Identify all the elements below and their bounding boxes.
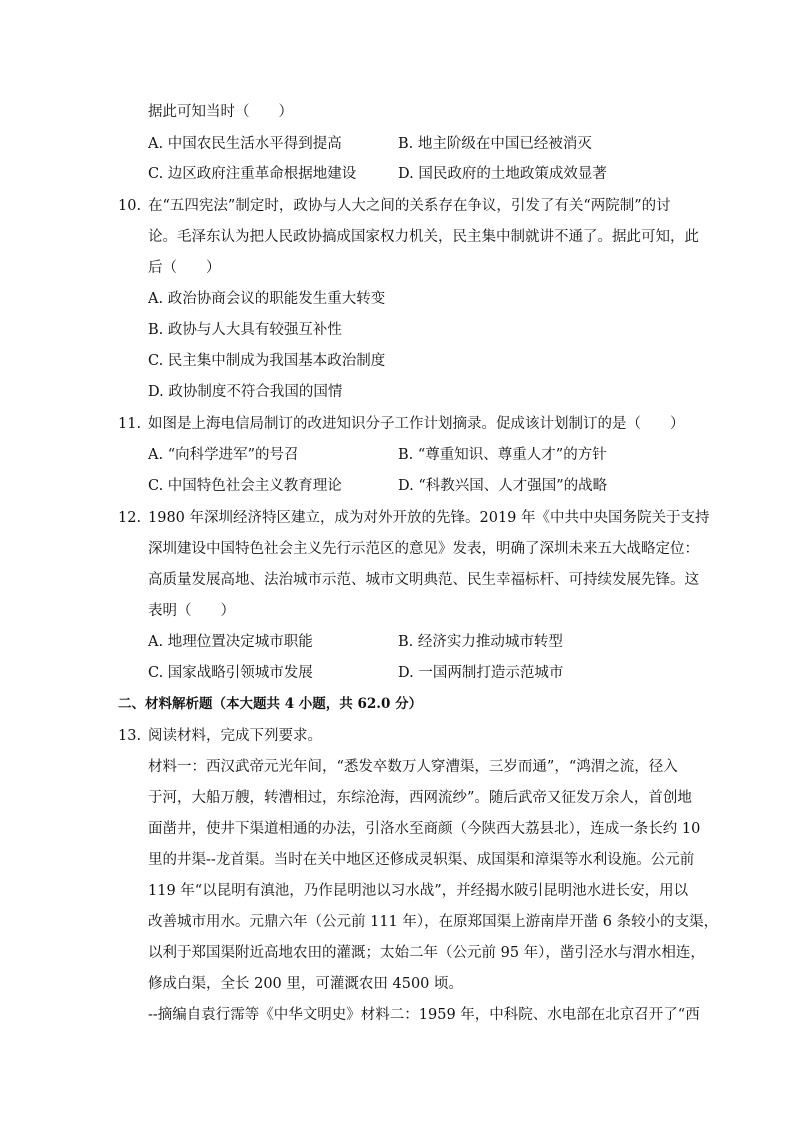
- section-2-heading: 二、材料解析题（本大题共 4 小题，共 62.0 分）: [118, 696, 423, 712]
- q10-number: 10.: [118, 198, 142, 214]
- q10-option-d[interactable]: D. 政协制度不符合我国的国情: [148, 384, 343, 400]
- q13-line-6: 改善城市用水。元鼎六年（公元前 111 年），在原郑国渠上游南岸开凿 6 条较小的支渠，: [148, 914, 719, 930]
- q12-line-3: 高质量发展高地、法治城市示范、城市文明典范、民生幸福标杆、可持续发展先锋。这: [148, 572, 699, 588]
- q9-option-a[interactable]: A. 中国农民生活水平得到提高: [148, 136, 342, 152]
- q13-line-9: --摘编自袁行霈等《中华文明史》材料二：1959 年，中科院、水电部在北京召开了“西: [148, 1007, 700, 1023]
- q10-line-3: 后（ ）: [148, 260, 221, 276]
- q13-line-7: 以利于郑国渠附近高地农田的灌溉；太始二年（公元前 95 年），凿引泾水与渭水相连，: [148, 945, 705, 961]
- q11-line-1: 如图是上海电信局制订的改进知识分子工作计划摘录。促成该计划制订的是（ ）: [148, 416, 685, 432]
- q9-option-d[interactable]: D. 国民政府的土地政策成效显著: [398, 166, 607, 182]
- q10-line-2: 论。毛泽东认为把人民政协搞成国家权力机关，民主集中制就讲不通了。据此可知，此: [148, 229, 699, 245]
- q12-option-d[interactable]: D. 一国两制打造示范城市: [398, 665, 564, 681]
- q13-line-2: 于河，大船万艘，转漕相过，东综沧海，西网流纱”。随后武帝又征发万余人，首创地: [148, 790, 692, 806]
- q12-option-c[interactable]: C. 国家战略引领城市发展: [148, 665, 313, 681]
- q10-line-1: 在“五四宪法”制定时，政协与人大之间的关系存在争议，引发了有关“两院制”的讨: [148, 198, 671, 214]
- q12-option-a[interactable]: A. 地理位置决定城市职能: [148, 634, 313, 650]
- q11-number: 11.: [118, 416, 142, 432]
- q11-option-a[interactable]: A. “向科学进军”的号召: [148, 447, 299, 463]
- q12-number: 12.: [118, 510, 142, 526]
- q10-option-a[interactable]: A. 政治协商会议的职能发生重大转变: [148, 291, 386, 307]
- q13-line-5: 119 年“以昆明有滇池，乃作昆明池以习水战”，并经揭水陂引昆明池水进长安，用以: [148, 883, 689, 899]
- q10-option-c[interactable]: C. 民主集中制成为我国基本政治制度: [148, 353, 386, 369]
- q9-option-c[interactable]: C. 边区政府注重革命根据地建设: [148, 166, 357, 182]
- q12-line-2: 深圳建设中国特色社会主义先行示范区的意见》发表，明确了深圳未来五大战略定位：: [148, 541, 699, 557]
- q13-line-1: 材料一：西汉武帝元光年间，“悉发卒数万人穿漕渠，三岁而通”，“鸿渭之流，径入: [148, 759, 678, 775]
- q10-option-b[interactable]: B. 政协与人大具有较强互补性: [148, 322, 342, 338]
- q13-line-8: 修成白渠，全长 200 里，可灌溉农田 4500 顷。: [148, 976, 464, 992]
- q13-intro: 阅读材料，完成下列要求。: [148, 728, 322, 744]
- q12-line-4: 表明（ ）: [148, 603, 235, 619]
- q9-option-b[interactable]: B. 地主阶级在中国已经被消灭: [398, 136, 592, 152]
- q11-option-c[interactable]: C. 中国特色社会主义教育理论: [148, 478, 342, 494]
- q12-line-1: 1980 年深圳经济特区建立，成为对外开放的先锋。2019 年《中共中央国务院关于支持: [148, 510, 710, 526]
- q13-number: 13.: [118, 728, 142, 744]
- q9-stem-tail: 据此可知当时（ ）: [148, 104, 293, 120]
- q12-option-b[interactable]: B. 经济实力推动城市转型: [398, 634, 563, 650]
- q13-line-4: 里的井渠--龙首渠。当时在关中地区还修成灵轵渠、成国渠和漳渠等水利设施。公元前: [148, 852, 695, 868]
- q13-line-3: 面凿井，使井下渠道相通的办法，引洛水至商颜（今陕西大荔县北），连成一条长约 10: [148, 821, 701, 837]
- q11-option-b[interactable]: B. “尊重知识、尊重人才”的方针: [398, 447, 607, 463]
- q11-option-d[interactable]: D. “科教兴国、人才强国”的战略: [398, 478, 608, 494]
